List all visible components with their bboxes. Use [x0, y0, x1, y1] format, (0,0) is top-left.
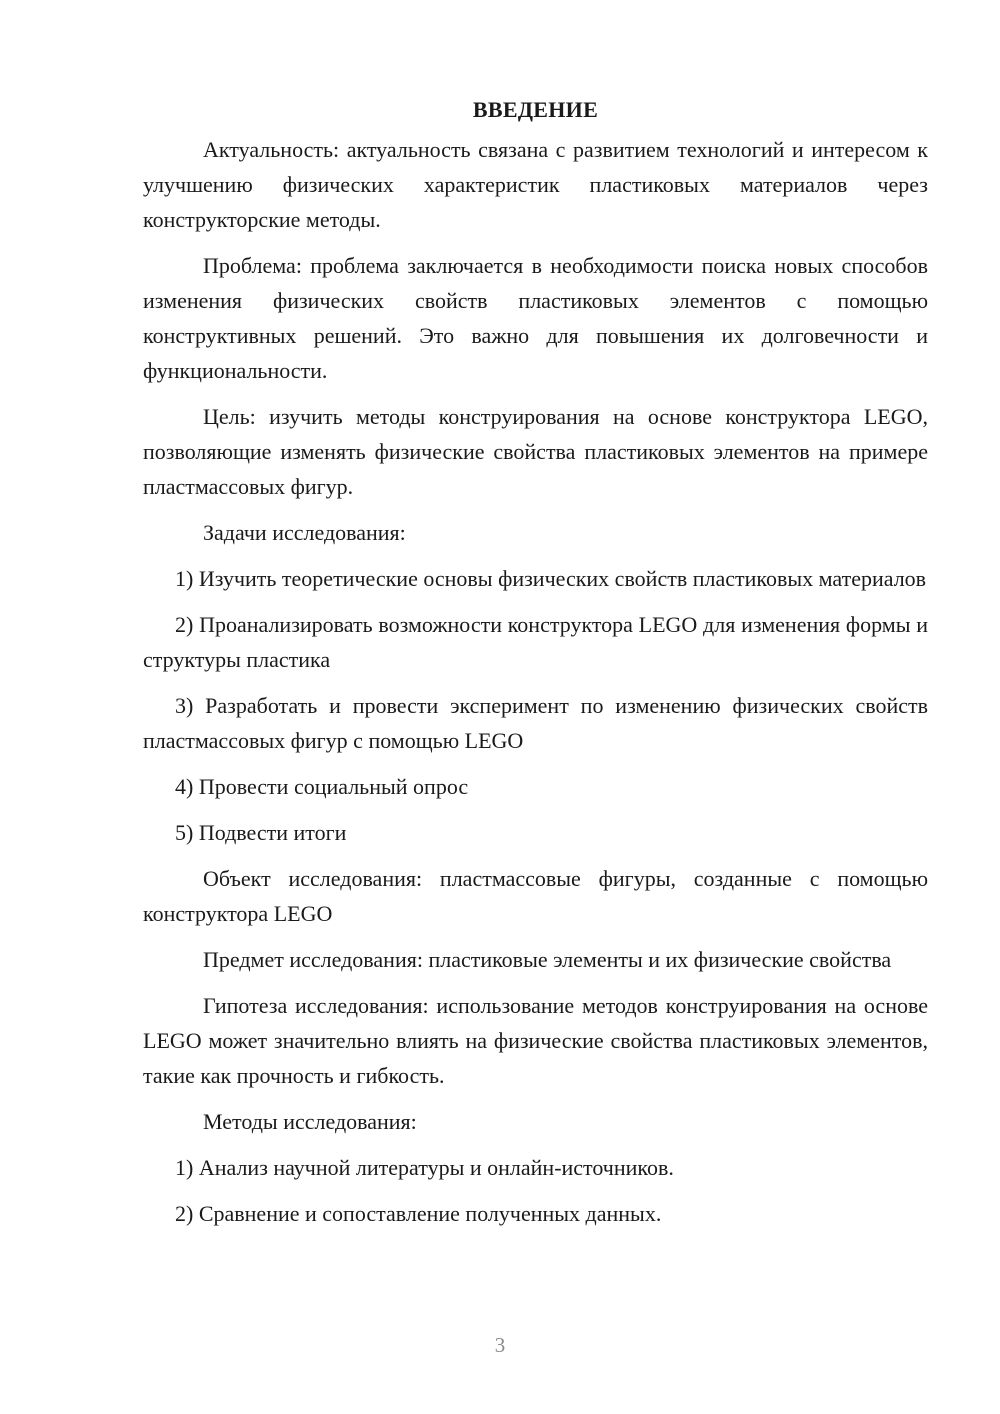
- goal-paragraph: Цель: изучить методы конструирования на основе конструктора LEGO, позволяющие изменять физические свойства пластиковых элементов на примере пластмассовых фигур.: [143, 404, 928, 499]
- task-item: 3) Разработать и провести эксперимент по изменению физических свойств пластмассовых фигур с помощью LEGO: [143, 693, 928, 753]
- task-item: 4) Провести социальный опрос: [175, 774, 469, 799]
- method-item: 1) Анализ научной литературы и онлайн-источников.: [175, 1155, 674, 1180]
- page-title: ВВЕДЕНИЕ: [472, 97, 599, 122]
- object-paragraph: Объект исследования: пластмассовые фигуры, созданные с помощью конструктора LEGO: [143, 866, 928, 926]
- tasks-heading: Задачи исследования:: [203, 520, 406, 545]
- task-item: 5) Подвести итоги: [175, 820, 347, 845]
- hypothesis-paragraph: Гипотеза исследования: использование методов конструирования на основе LEGO может значительно влиять на физические свойства пластиковых элементов, такие как прочность и гибкость.: [143, 993, 928, 1088]
- task-item: 1) Изучить теоретические основы физических свойств пластиковых материалов: [175, 566, 927, 591]
- method-item: 2) Сравнение и сопоставление полученных данных.: [175, 1201, 662, 1226]
- relevance-paragraph: Актуальность: актуальность связана с развитием технологий и интересом к улучшению физических характеристик пластиковых материалов через конструкторские методы.: [143, 137, 928, 232]
- subject-paragraph: Предмет исследования: пластиковые элементы и их физические свойства: [203, 947, 892, 972]
- document-page: [143, 92, 928, 1242]
- methods-heading: Методы исследования:: [203, 1109, 417, 1134]
- task-item: 2) Проанализировать возможности конструктора LEGO для изменения формы и структуры пластика: [143, 612, 928, 672]
- problem-paragraph: Проблема: проблема заключается в необходимости поиска новых способов изменения физических свойств пластиковых элементов с помощью конструктивных решений. Это важно для повышения их долговечности и функциональности.: [143, 253, 928, 383]
- page-number: 3: [494, 1333, 506, 1357]
